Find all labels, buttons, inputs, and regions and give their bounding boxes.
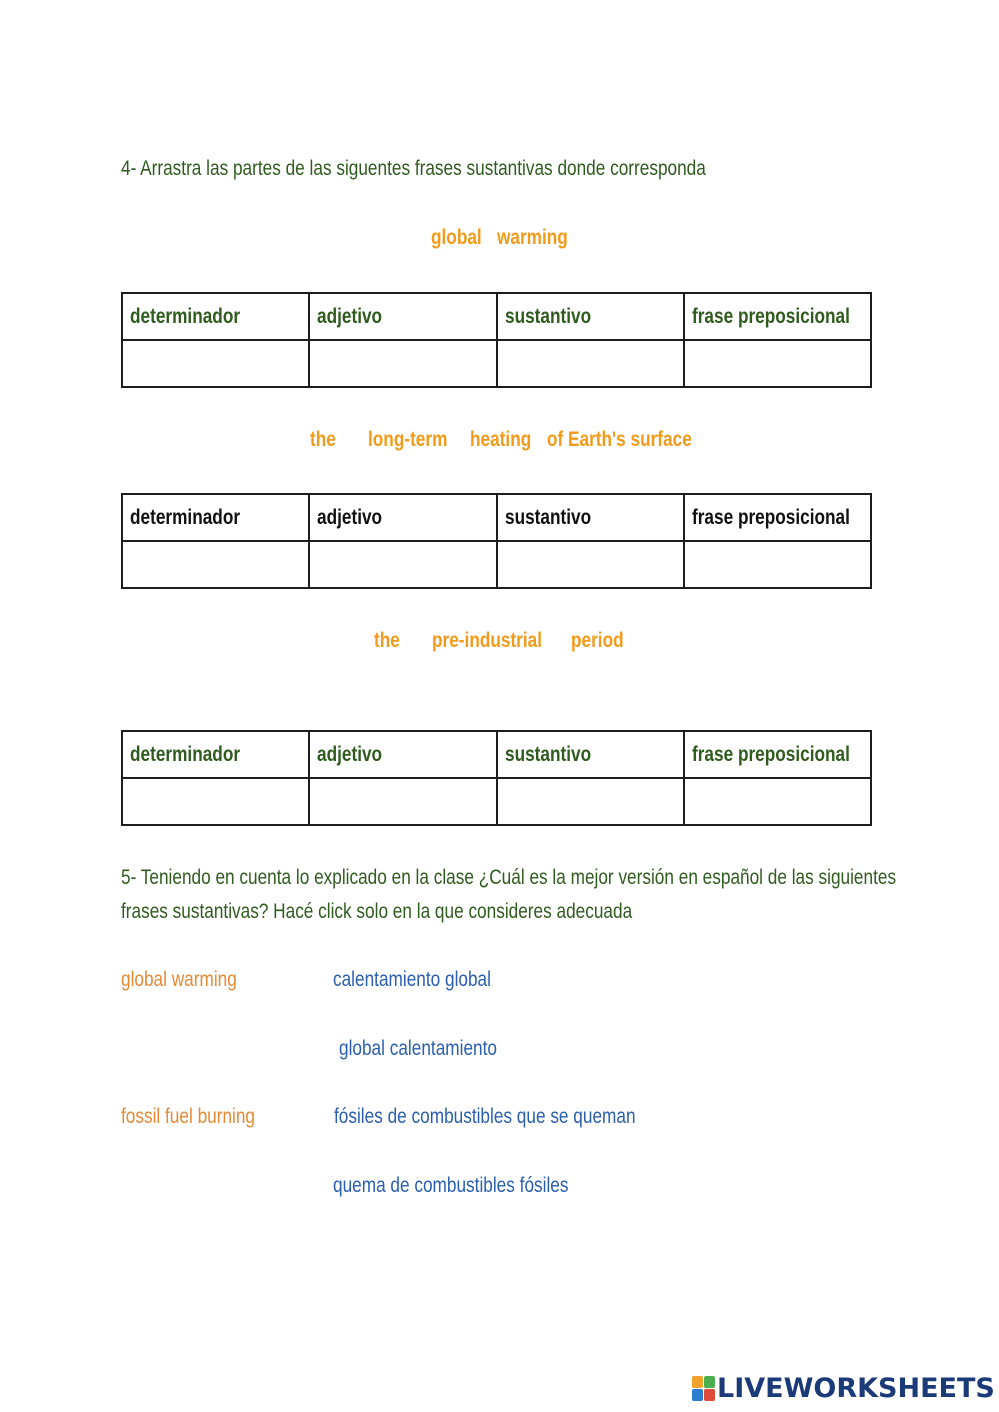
drop-zone-frase-preposicional[interactable] — [684, 541, 871, 588]
drop-zone-determinador[interactable] — [122, 778, 309, 825]
header-sustantivo: sustantivo — [497, 293, 684, 340]
header-sustantivo: sustantivo — [497, 731, 684, 778]
drag-word-period[interactable]: period — [571, 629, 624, 652]
drop-zone-determinador[interactable] — [122, 340, 309, 387]
liveworksheets-brand-text: LIVEWORKSHEETS — [717, 1372, 995, 1404]
word-bank-3 — [0, 629, 999, 659]
exercise-4-instruction: 4- Arrastra las partes de las siguentes frases sustantivas donde corresponda — [121, 157, 706, 180]
drag-word-heating[interactable]: heating — [470, 428, 532, 451]
drop-zone-frase-preposicional[interactable] — [684, 340, 871, 387]
drag-word-warming[interactable]: warming — [497, 226, 568, 249]
drag-word-the[interactable]: the — [374, 629, 400, 652]
option-calentamiento-global[interactable]: calentamiento global — [333, 968, 491, 991]
option-global-calentamiento[interactable]: global calentamiento — [339, 1037, 497, 1060]
option-fosiles-de-combustibles[interactable]: fósiles de combustibles que se queman — [334, 1105, 636, 1128]
liveworksheets-logo — [692, 1372, 995, 1404]
header-adjetivo: adjetivo — [309, 731, 496, 778]
drop-zone-sustantivo[interactable] — [497, 541, 684, 588]
drag-word-global[interactable]: global — [431, 226, 482, 249]
header-determinador: determinador — [122, 293, 309, 340]
drop-zone-adjetivo[interactable] — [309, 778, 496, 825]
drop-zone-determinador[interactable] — [122, 541, 309, 588]
classification-table-3 — [121, 730, 872, 826]
drag-word-long-term[interactable]: long-term — [368, 428, 448, 451]
drop-zone-adjetivo[interactable] — [309, 541, 496, 588]
option-quema-de-combustibles-fosiles[interactable]: quema de combustibles fósiles — [333, 1174, 569, 1197]
drag-word-the[interactable]: the — [310, 428, 336, 451]
header-adjetivo: adjetivo — [309, 494, 496, 541]
header-frase-preposicional: frase preposicional — [684, 293, 871, 340]
classification-table-1 — [121, 292, 872, 388]
classification-table-2 — [121, 493, 872, 589]
drop-zone-frase-preposicional[interactable] — [684, 778, 871, 825]
source-term-fossil-fuel-burning: fossil fuel burning — [121, 1105, 256, 1128]
header-frase-preposicional: frase preposicional — [684, 494, 871, 541]
exercise-5-instruction: 5- Teniendo en cuenta lo explicado en la clase ¿Cuál es la mejor versión en español de las siguientes frases sustantivas? Hacé click solo en la que consideres adecuada — [121, 866, 897, 923]
header-determinador: determinador — [122, 731, 309, 778]
source-term-global-warming: global warming — [121, 968, 237, 991]
word-bank-2 — [0, 428, 999, 458]
drag-word-pre-industrial[interactable]: pre-industrial — [432, 629, 543, 652]
header-sustantivo: sustantivo — [497, 494, 684, 541]
drop-zone-sustantivo[interactable] — [497, 778, 684, 825]
header-determinador: determinador — [122, 494, 309, 541]
drop-zone-adjetivo[interactable] — [309, 340, 496, 387]
drag-word-of-earths-surface[interactable]: of Earth's surface — [547, 428, 692, 451]
drop-zone-sustantivo[interactable] — [497, 340, 684, 387]
liveworksheets-logo-icon — [692, 1376, 714, 1400]
word-bank-1 — [0, 226, 999, 256]
header-adjetivo: adjetivo — [309, 293, 496, 340]
header-frase-preposicional: frase preposicional — [684, 731, 871, 778]
